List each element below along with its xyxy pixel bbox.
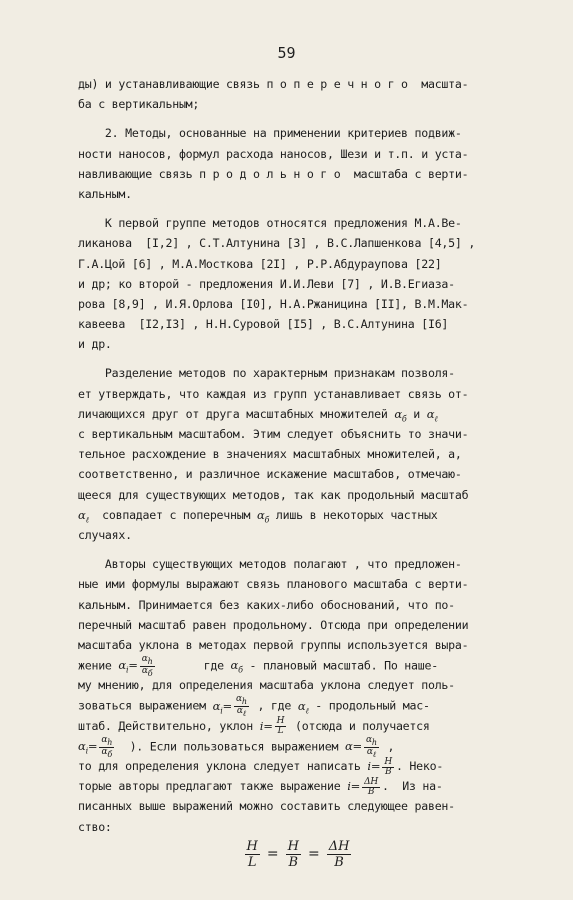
formula-fraction: [234, 695, 249, 718]
formula-subscript: i: [125, 665, 129, 675]
formula-symbol: ΔH: [364, 776, 378, 787]
formula-symbol: i: [259, 718, 264, 733]
text-line: и др.: [78, 337, 112, 352]
text-line: тельное расхождение в значениях масштабных множителей, а,: [78, 447, 462, 462]
paragraph: [78, 74, 518, 114]
formula-equals: =: [87, 739, 98, 754]
formula-symbol: $\alpha_h$: [101, 734, 113, 747]
formula-symbol: $\alpha_б$: [230, 658, 243, 675]
formula-symbol: $\alpha_i$: [78, 739, 88, 756]
text-line: 2. Методы, основанные на применении критериев подвиж-: [78, 126, 462, 141]
fraction-denominator: [275, 727, 287, 736]
formula-symbol: $\alpha_h$: [366, 734, 377, 747]
inline-formula: [297, 698, 309, 716]
inline-formula: [78, 507, 89, 525]
formula-subscript: ℓ: [434, 414, 438, 424]
formula-subscript: ℓ: [372, 749, 376, 759]
text-line: писанных выше выражений можно составить следующее равен-: [78, 799, 455, 814]
formula-subscript: i: [85, 746, 88, 756]
equation-fraction: [245, 839, 260, 870]
text-line: кальным.: [78, 186, 132, 201]
text-line: то для определения уклона следует написать i= $\frac{H}{B}$ . Неко-: [78, 756, 444, 777]
text-line: ет утверждать, что каждая из групп устанавливает связь от-: [78, 386, 469, 401]
text-line: ство:: [78, 819, 112, 834]
fraction-denominator: B: [288, 854, 299, 870]
formula-symbol: H: [384, 756, 392, 767]
equation-fraction: [286, 839, 301, 870]
formula-symbol: H: [276, 716, 285, 727]
display-equation: [78, 839, 518, 879]
formula-symbol: $\alpha_h$: [141, 654, 153, 666]
formula-symbol: α: [344, 739, 353, 754]
text-line: и др; ко второй - предложения И.И.Леви [7] , И.В.Егиаза-: [78, 276, 455, 291]
formula-symbol: L: [277, 726, 284, 737]
text-line: жение $\alpha_i=$ $\frac{\alpha_h}{\alpha_б}$ где $\alpha_б$ - плановый масштаб. По наше-: [78, 654, 438, 678]
document-body: [78, 74, 518, 879]
formula-subscript: б: [107, 749, 112, 759]
text-line: навливающие связь п р о д о л ь н о г о масштаба с верти-: [78, 166, 469, 181]
paragraph-gap: [78, 204, 518, 213]
formula-subscript: ℓ: [85, 515, 89, 525]
text-line: ликанова [I,2] , С.Т.Алтунина [3] , В.С.Лапшенкова [4,5] ,: [78, 236, 476, 251]
formula-equals: =: [128, 658, 138, 673]
text-line: торые авторы предлагают также выражение i= $\frac{\Delta H}{B}$ . Из на-: [78, 776, 443, 797]
formula-subscript: б: [238, 665, 243, 675]
text-line: му мнению, для определения масштаба уклона следует поль-: [78, 678, 455, 693]
equation-equals: =: [266, 846, 279, 863]
formula-fraction: [362, 778, 380, 797]
inline-formula: [394, 406, 407, 424]
inline-formula: [256, 507, 270, 525]
formula-subscript: h: [371, 737, 377, 747]
formula-symbol: $\alpha_\ell$: [236, 706, 246, 719]
formula-subscript: h: [147, 656, 153, 666]
formula-subscript: б: [401, 414, 407, 424]
text-line: масштаба уклона в методах первой группы используется выра-: [78, 637, 469, 652]
formula-symbol: i: [367, 759, 371, 773]
text-line: перечный масштаб равен продольному. Отсюда при определении: [78, 617, 469, 632]
text-line: Г.А.Цой [6] , М.А.Мосткова [2I] , Р.Р.Абдураупова [22]: [78, 256, 442, 271]
formula-equals: =: [350, 779, 361, 794]
formula-equals: =: [222, 698, 232, 713]
inline-formula: [259, 716, 289, 737]
formula-symbol: $\alpha_\ell$: [297, 698, 309, 716]
formula-symbol: $\alpha_i$: [212, 698, 223, 716]
inline-formula: [367, 756, 396, 777]
formula-subscript: h: [241, 697, 247, 707]
formula-fraction: [382, 758, 394, 777]
text-line: зоваться выражением $\alpha_i=$ $\frac{\alpha_h}{\alpha_\ell}$ , где $\alpha_\ell$ - продольный мас-: [78, 694, 430, 719]
formula-symbol: $\alpha_\ell$: [366, 746, 376, 759]
text-line: К первой группе методов относятся предложения М.А.Ве-: [78, 216, 462, 231]
text-line: штаб. Действительно, уклон i= $\frac{H}{L}$ (отсюда и получается: [78, 716, 430, 737]
fraction-numerator: H: [246, 838, 258, 854]
paragraph: [78, 363, 518, 545]
text-line: $\alpha_\ell$ совпадает с поперечным $\alpha_б$ лишь в некоторых частных: [78, 507, 438, 525]
text-line: ды) и устанавливающие связь п о п е р е ч н о г о масшта-: [78, 77, 469, 91]
text-line: с вертикальным масштабом. Этим следует объяснить то значи-: [78, 427, 469, 441]
formula-symbol: $\alpha_\ell$: [78, 507, 89, 525]
text-line: $\alpha_i=$ $\frac{\alpha_h}{\alpha_б}$ ). Если пользоваться выражением α= $\frac{\alpha_h}{\alpha_\ell}$ ,: [78, 734, 395, 759]
equation-equals: =: [307, 846, 320, 863]
text-line: ба с вертикальным;: [78, 97, 200, 112]
fraction-numerator: [364, 736, 379, 748]
formula-symbol: $\alpha_б$: [141, 665, 153, 678]
text-line: ности наносов, формул расхода наносов, Шези и т.п. и уста-: [78, 146, 469, 161]
paragraph: [78, 554, 518, 837]
formula-symbol: $\alpha_h$: [235, 694, 247, 707]
text-line: рова [8,9] , И.Я.Орлова [I0], Н.А.Ржаницина [II], В.М.Мак-: [78, 296, 469, 311]
fraction-numerator: ΔH: [328, 838, 350, 854]
formula-equals: =: [352, 739, 362, 754]
inline-formula: [212, 694, 251, 719]
inline-formula: [78, 734, 116, 759]
paragraph: [78, 123, 518, 204]
formula-equals: =: [370, 759, 381, 773]
paragraph: [78, 213, 518, 354]
formula-symbol: $\alpha_б$: [394, 406, 407, 424]
fraction-denominator: B: [334, 854, 344, 870]
paragraph-gap: [78, 114, 518, 123]
formula-subscript: ℓ: [305, 706, 309, 716]
formula-symbol: $\alpha_\ell$: [426, 406, 438, 424]
text-line: Авторы существующих методов полагают , что предложен-: [78, 557, 462, 572]
inline-formula: [426, 406, 438, 424]
text-line: личающихся друг от друга масштабных множителей $\alpha_б$ и $\alpha_\ell$: [78, 406, 438, 424]
formula-subscript: ℓ: [242, 709, 246, 719]
formula-symbol: $\alpha_б$: [101, 746, 112, 759]
fraction-denominator: [382, 768, 394, 777]
inline-formula: [230, 658, 243, 675]
formula-symbol: i: [347, 779, 351, 794]
formula-subscript: i: [220, 706, 223, 716]
fraction-numerator: [99, 736, 114, 748]
text-line: случаях.: [78, 527, 132, 542]
text-line: кавеева [I2,I3] , Н.Н.Суровой [I5] , В.С.Алтунина [I6]: [78, 317, 449, 332]
text-line: соответственно, и различное искажение масштабов, отмечаю-: [78, 467, 462, 482]
formula-subscript: h: [107, 737, 113, 747]
text-line: ные ими формулы выражают связь планового масштаба с верти-: [78, 577, 469, 592]
formula-symbol: B: [367, 786, 375, 797]
inline-formula: [347, 776, 382, 797]
formula-subscript: б: [264, 515, 270, 525]
text-line: кальным. Принимается без каких-либо обоснований, что по-: [78, 597, 455, 612]
paragraph-gap: [78, 354, 518, 363]
formula-subscript: б: [147, 668, 153, 678]
inline-formula: [118, 654, 156, 678]
page-number: 59: [277, 44, 296, 62]
fraction-denominator: [362, 788, 380, 797]
inline-formula: [344, 734, 381, 759]
equation-fraction: [327, 839, 352, 870]
paragraph-gap: [78, 545, 518, 554]
text-line: щееся для существующих методов, так как продольный масштаб: [78, 487, 469, 502]
text-line: Разделение методов по характерным признакам позволя-: [78, 366, 455, 381]
fraction-numerator: H: [287, 838, 299, 854]
formula-equals: =: [263, 718, 273, 733]
formula-symbol: $\alpha_i$: [118, 658, 129, 675]
formula-symbol: $\alpha_б$: [256, 507, 270, 525]
fraction-denominator: L: [247, 854, 257, 870]
formula-symbol: B: [384, 766, 392, 777]
formula-fraction: [275, 717, 287, 736]
